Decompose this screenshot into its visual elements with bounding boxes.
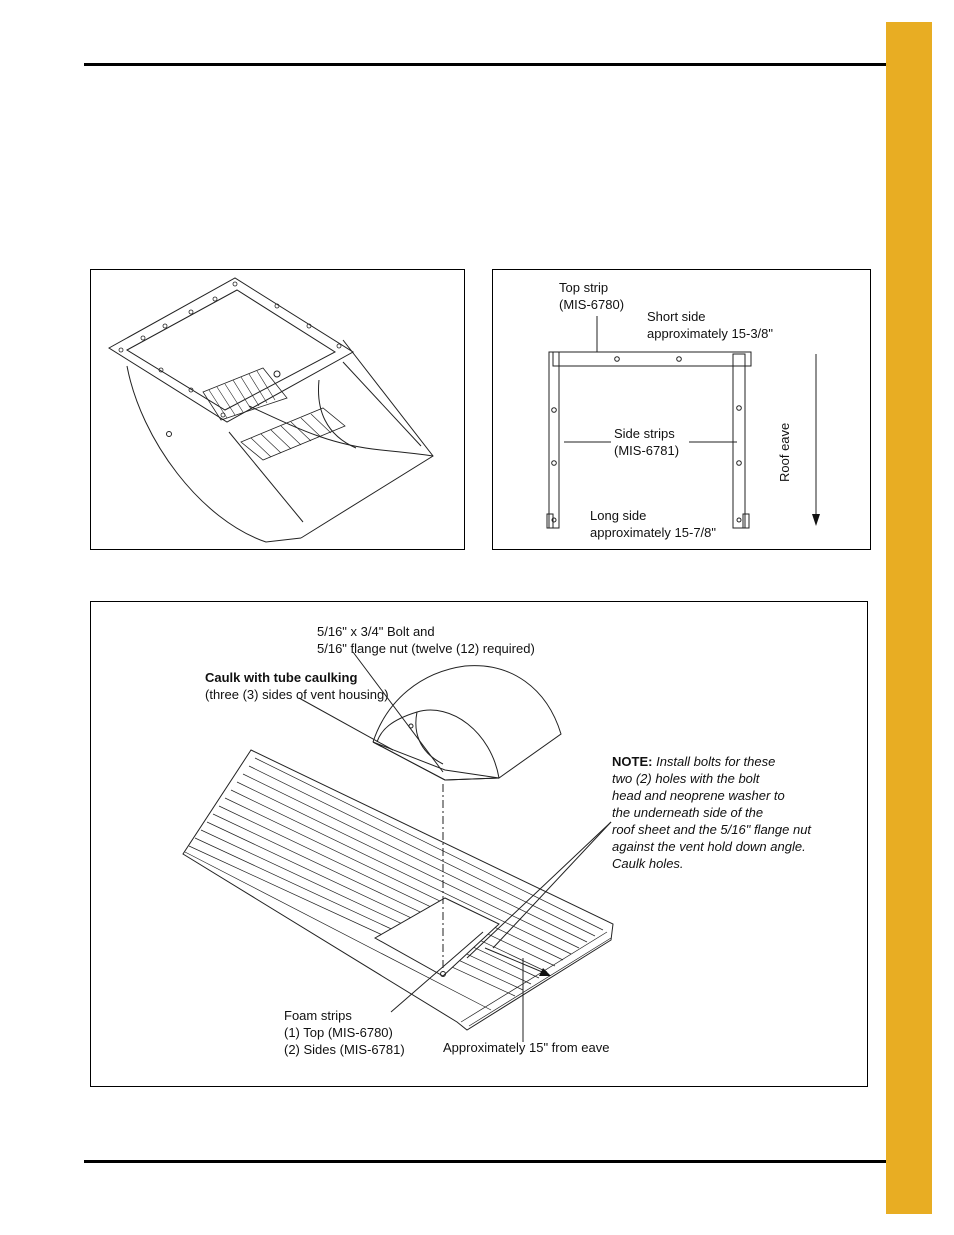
foam-strips-label: Foam strips (1) Top (MIS-6780) (2) Sides (MIS-6781) bbox=[284, 1008, 405, 1057]
eave-distance-label: Approximately 15" from eave bbox=[443, 1040, 610, 1055]
vent-housing-drawing bbox=[91, 270, 466, 551]
vent-install-figure bbox=[90, 601, 868, 1087]
short-side-label: Short side approximately 15-3/8" bbox=[647, 309, 774, 341]
header-rule bbox=[84, 63, 927, 66]
install-note: NOTE: Install bolts for these two (2) holes with the bolt head and neoprene washer to the underneath side of the roof sheet and the 5/16" flange nut against the vent hold down angle. Caulk holes. bbox=[612, 754, 812, 871]
bolt-label: 5/16" x 3/4" Bolt and 5/16" flange nut (twelve (12) required) bbox=[317, 624, 535, 656]
long-side-label: Long side approximately 15-7/8" bbox=[590, 508, 717, 540]
roof-eave-label: Roof eave bbox=[777, 422, 792, 482]
top-strip-label: Top strip (MIS-6780) bbox=[559, 280, 625, 312]
side-strips-label: Side strips (MIS-6781) bbox=[614, 426, 680, 458]
caulk-label: Caulk with tube caulking (three (3) sides of vent housing) bbox=[205, 670, 389, 702]
vent-housing-figure bbox=[90, 269, 465, 550]
foam-strip-layout-figure bbox=[492, 269, 871, 550]
footer-rule bbox=[84, 1160, 927, 1163]
section-tab bbox=[886, 22, 932, 1214]
